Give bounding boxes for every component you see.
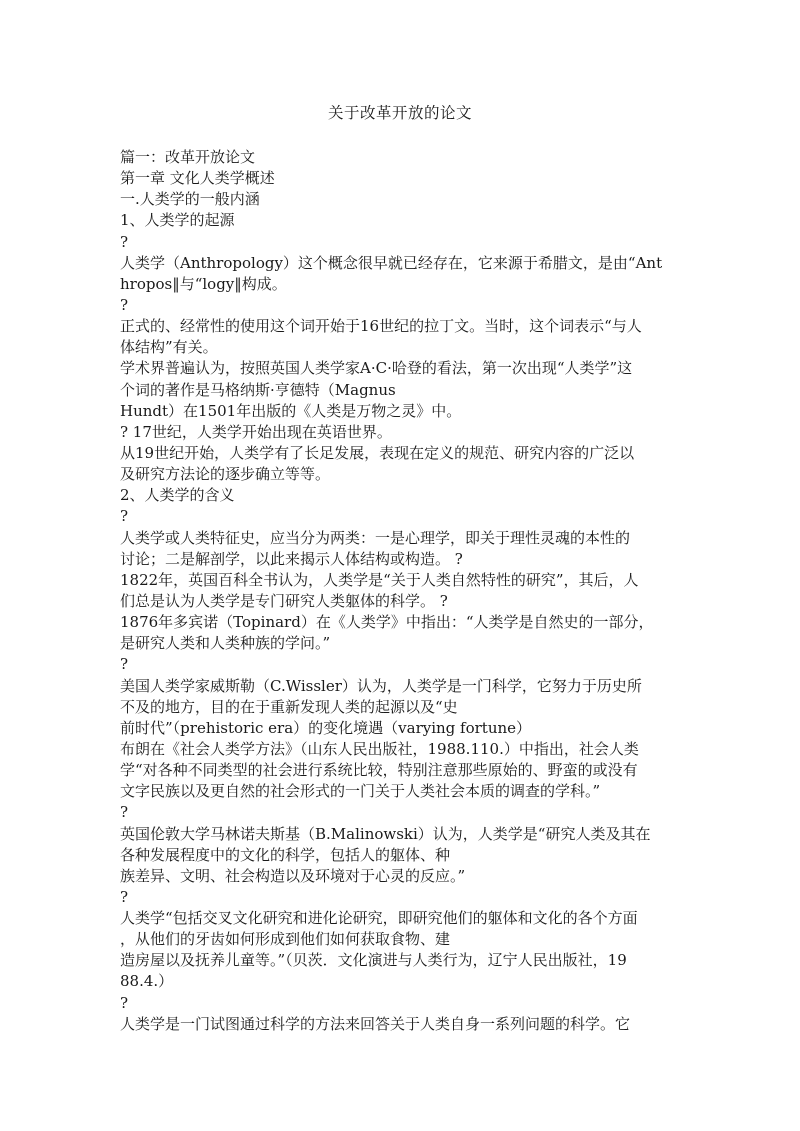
- document-body: [120, 147, 682, 1035]
- text-line: 第一章 文化人类学概述: [120, 169, 275, 188]
- text-line: 从19世纪开始，人类学有了长足发展，表现在定义的规范、研究内容的广泛以: [120, 443, 635, 462]
- text-line: 不及的地方，目的在于重新发现人类的起源以及“史: [120, 697, 458, 716]
- text-line: ?: [120, 295, 129, 314]
- text-line: ，从他们的牙齿如何形成到他们如何获取食物、建: [120, 930, 451, 949]
- text-line: ?: [120, 507, 129, 526]
- text-line: 人类学是一门试图通过科学的方法来回答关于人类自身一系列问题的科学。它: [120, 1014, 631, 1033]
- text-line: ?: [120, 655, 129, 674]
- text-line: hropos‖与“logy‖构成。: [120, 274, 287, 293]
- text-line: 是研究人类和人类种族的学问。”: [120, 634, 331, 653]
- text-line: 88.4.）: [120, 972, 174, 991]
- text-line: 们总是认为人类学是专门研究人类躯体的科学。 ?: [120, 591, 448, 610]
- text-line: 人类学“包括交叉文化研究和进化论研究，即研究他们的躯体和文化的各个方面: [120, 909, 638, 928]
- text-line: ?: [120, 803, 129, 822]
- text-line: 2、人类学的含义: [120, 486, 235, 505]
- text-line: 人类学或人类特征史，应当分为两类：一是心理学，即关于理性灵魂的本性的: [120, 528, 631, 547]
- text-line: 造房屋以及抚养儿童等。”（贝茨．文化演进与人类行为，辽宁人民出版社，19: [120, 951, 627, 970]
- text-line: ?: [120, 993, 129, 1012]
- text-line: 讨论；二是解剖学，以此来揭示人体结构或构造。 ?: [120, 549, 463, 568]
- document-title: 关于改革开放的论文: [327, 104, 472, 122]
- text-line: 英国伦敦大学马林诺夫斯基（B.Malinowski）认为，人类学是“研究人类及其在: [120, 824, 651, 843]
- text-line: 前时代”（prehistoric era）的变化境遇（varying fortune）: [120, 718, 532, 737]
- text-line: 布朗在《社会人类学方法》（山东人民出版社，1988.110.）中指出，社会人类: [120, 739, 639, 758]
- text-line: 1876年多宾诺（Topinard）在《人类学》中指出：“人类学是自然史的一部分，: [120, 613, 654, 632]
- text-line: 族差异、文明、社会构造以及环境对于心灵的反应。”: [120, 866, 466, 885]
- text-line: 学“对各种不同类型的社会进行系统比较，特别注意那些原始的、野蛮的或没有: [120, 761, 638, 780]
- text-line: 一.人类学的一般内涵: [120, 190, 260, 209]
- text-line: 1、人类学的起源: [120, 211, 235, 230]
- text-line: 及研究方法论的逐步确立等等。: [120, 465, 331, 484]
- text-line: ?: [120, 887, 129, 906]
- text-line: 正式的、经常性的使用这个词开始于16世纪的拉丁文。当时，这个词表示“与人: [120, 317, 642, 336]
- text-line: 文字民族以及更自然的社会形式的一门关于人类社会本质的调查的学科。”: [120, 782, 601, 801]
- text-line: 各种发展程度中的文化的科学，包括人的躯体、种: [120, 845, 451, 864]
- text-line: Hundt）在1501年出版的《人类是万物之灵》中。: [120, 401, 462, 420]
- text-line: ? 17世纪，人类学开始出现在英语世界。: [120, 422, 392, 441]
- text-line: 篇一：改革开放论文: [120, 148, 256, 166]
- text-line: 1822年，英国百科全书认为，人类学是“关于人类自然特性的研究”，其后，人: [120, 570, 639, 589]
- text-line: 人类学（Anthropology）这个概念很早就已经存在，它来源于希腊文，是由“Ant: [120, 253, 663, 272]
- text-line: ?: [120, 232, 129, 251]
- text-line: 美国人类学家威斯勒（C.Wissler）认为，人类学是一门科学，它努力于历史所: [120, 676, 642, 695]
- text-line: 学术界普遍认为，按照英国人类学家A·C·哈登的看法，第一次出现“人类学”这: [120, 359, 633, 378]
- text-line: 个词的著作是马格纳斯·亨德特（Magnus: [120, 380, 396, 399]
- text-line: 体结构”有关。: [120, 338, 218, 357]
